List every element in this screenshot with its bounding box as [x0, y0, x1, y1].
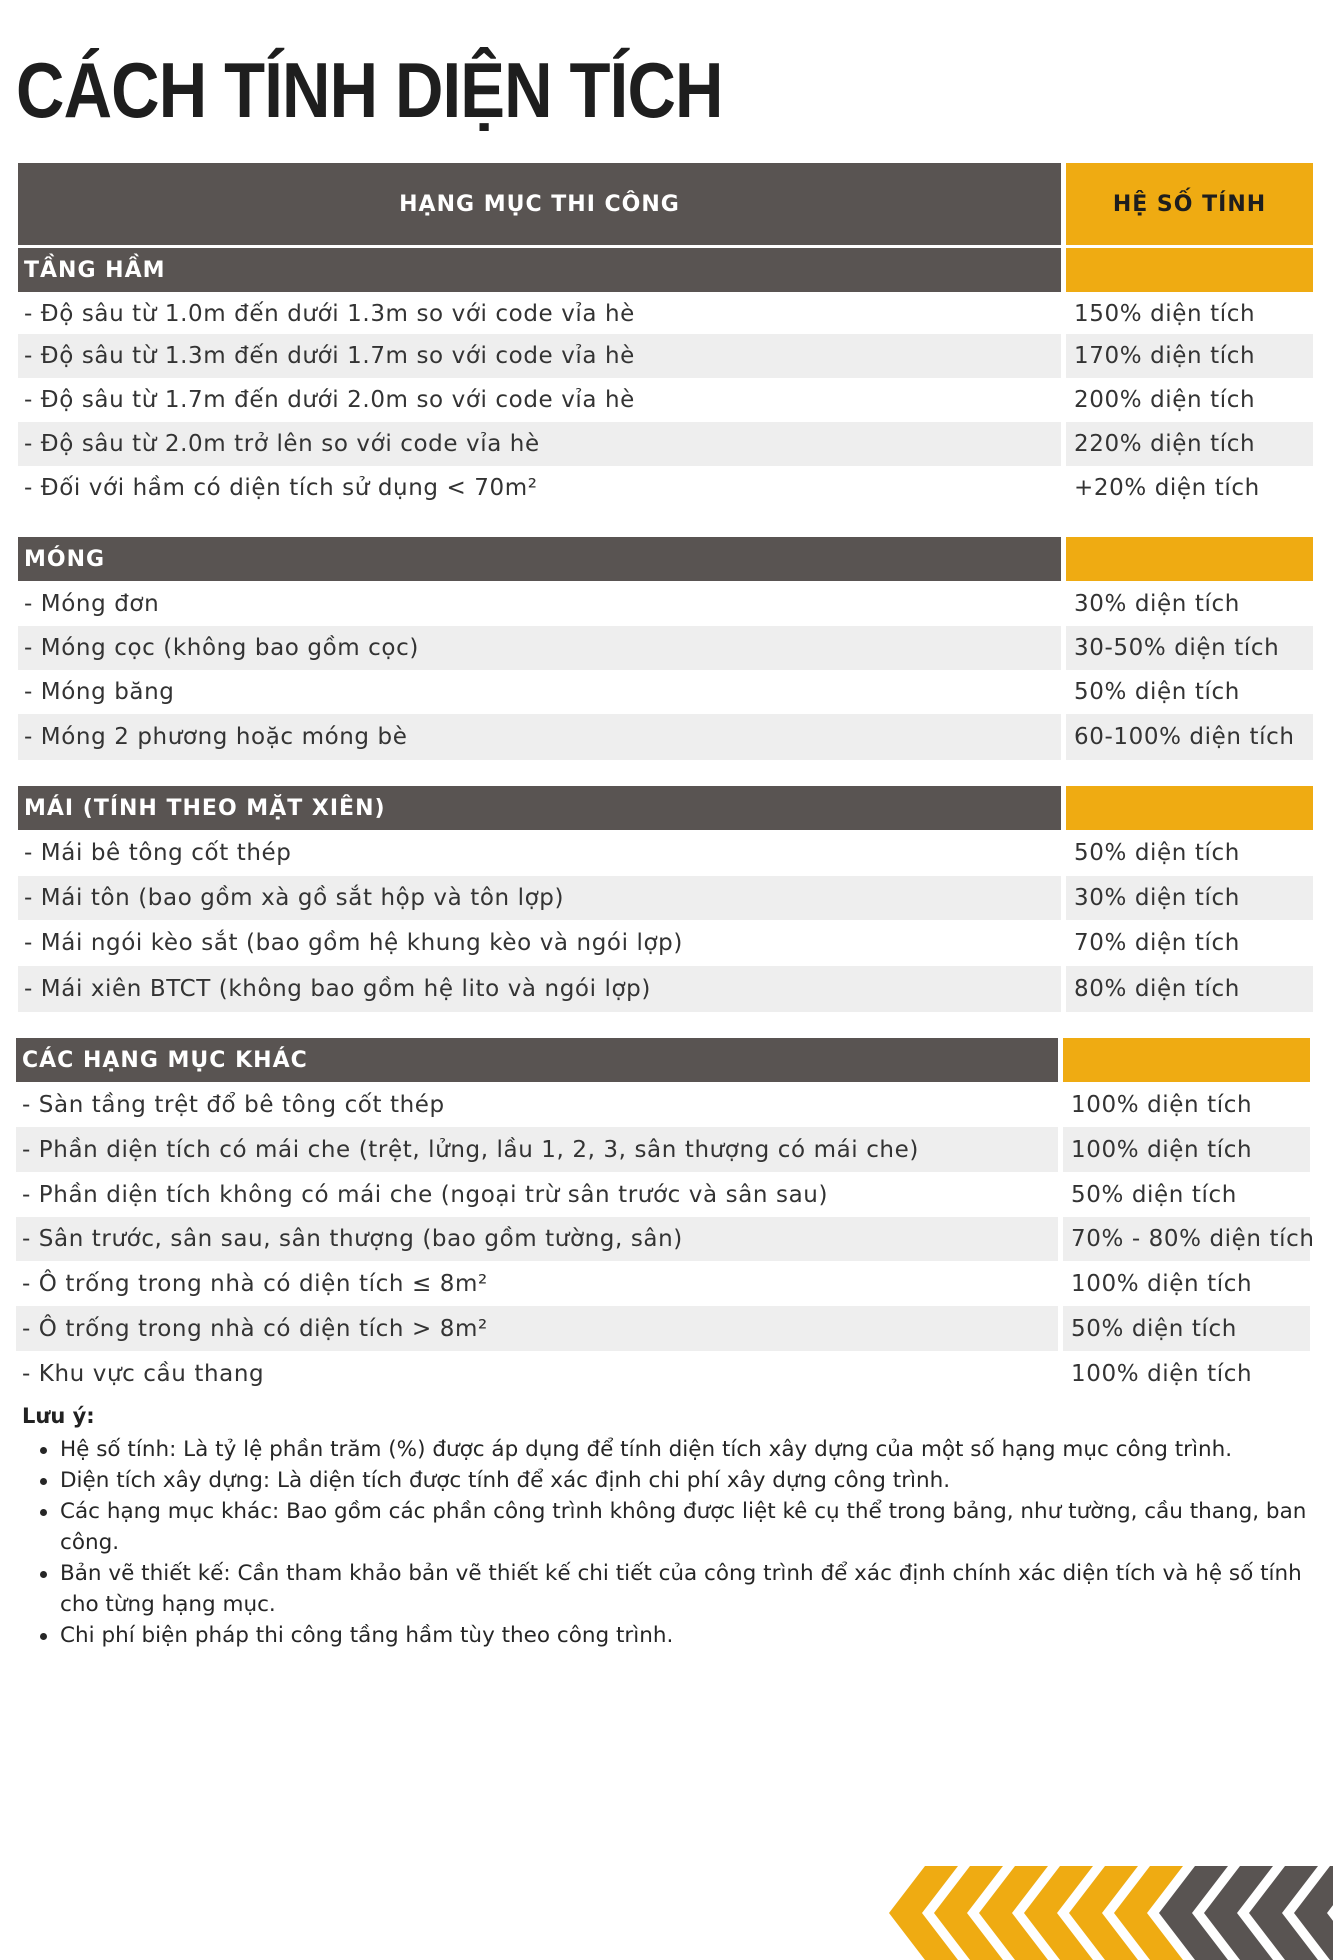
note-item: Bản vẽ thiết kế: Cần tham khảo bản vẽ thiết kế chi tiết của công trình để xác định chính xác diện tích và hệ số tính cho từng hạng mục.: [22, 1558, 1312, 1620]
table-row: [18, 582, 1313, 626]
row-item: - Ô trống trong nhà có diện tích ≤ 8m²: [22, 1270, 488, 1297]
table-row: [18, 670, 1313, 714]
section-header-other: [16, 1038, 1310, 1082]
row-value: 150% diện tích: [1074, 301, 1256, 327]
row-value: 30% diện tích: [1074, 591, 1240, 617]
row-item: - Độ sâu từ 1.0m đến dưới 1.3m so với code vỉa hè: [24, 301, 635, 327]
row-item: - Mái tôn (bao gồm xà gồ sắt hộp và tôn lợp): [24, 885, 565, 911]
row-value: 100% diện tích: [1071, 1270, 1253, 1297]
row-value: 80% diện tích: [1074, 976, 1240, 1002]
row-value: 100% diện tích: [1071, 1136, 1253, 1163]
header-coefficient: HỆ SỐ TÍNH: [1066, 163, 1313, 245]
section-header-roof: [18, 786, 1313, 830]
row-item: - Đối với hầm có diện tích sử dụng < 70m²: [24, 475, 538, 501]
row-item: - Độ sâu từ 2.0m trở lên so với code vỉa hè: [24, 431, 540, 457]
table-row: [18, 626, 1313, 670]
row-item: - Phần diện tích không có mái che (ngoại trừ sân trước và sân sau): [22, 1181, 829, 1208]
table-row: [16, 1351, 1310, 1396]
row-value: 200% diện tích: [1074, 387, 1256, 413]
table-row: [16, 1261, 1310, 1306]
section-title: MÓNG: [24, 546, 106, 572]
table-row: [18, 830, 1313, 876]
row-value: 50% diện tích: [1074, 679, 1240, 705]
section-title: CÁC HẠNG MỤC KHÁC: [22, 1047, 308, 1073]
table-row: [18, 466, 1313, 510]
table-row: [16, 1172, 1310, 1217]
table-row: [16, 1217, 1315, 1261]
table-row: [18, 714, 1313, 760]
section-title: MÁI (TÍNH THEO MẶT XIÊN): [24, 795, 386, 821]
row-item: - Mái bê tông cốt thép: [24, 840, 292, 866]
row-item: - Mái xiên BTCT (không bao gồm hệ lito và ngói lợp): [24, 976, 651, 1002]
table-header: [18, 163, 1313, 245]
notes-section: [22, 1402, 1312, 1651]
notes-list: [22, 1434, 1312, 1651]
row-item: - Móng băng: [24, 679, 175, 705]
row-value: 50% diện tích: [1074, 840, 1240, 866]
row-item: - Móng 2 phương hoặc móng bè: [24, 724, 408, 750]
section-title: TẦNG HẦM: [24, 257, 166, 283]
row-value: 70% - 80% diện tích: [1071, 1226, 1315, 1252]
table-row: [18, 966, 1313, 1012]
row-item: - Ô trống trong nhà có diện tích > 8m²: [22, 1315, 488, 1342]
row-item: - Mái ngói kèo sắt (bao gồm hệ khung kèo và ngói lợp): [24, 930, 683, 956]
row-value: 60-100% diện tích: [1074, 724, 1295, 750]
table-row: [16, 1127, 1310, 1172]
row-value: 220% diện tích: [1074, 431, 1256, 457]
table-row: [18, 334, 1313, 378]
row-value: 100% diện tích: [1071, 1091, 1253, 1118]
row-item: - Phần diện tích có mái che (trệt, lửng, lầu 1, 2, 3, sân thượng có mái che): [22, 1136, 919, 1163]
row-item: - Sân trước, sân sau, sân thượng (bao gồm tường, sân): [22, 1226, 683, 1252]
note-item: Hệ số tính: Là tỷ lệ phần trăm (%) được áp dụng để tính diện tích xây dựng của một số hạng mục công trình.: [22, 1434, 1312, 1465]
row-item: - Móng cọc (không bao gồm cọc): [24, 635, 419, 661]
section-header-basement: [18, 248, 1313, 292]
row-value: +20% diện tích: [1074, 475, 1260, 501]
row-value: 50% diện tích: [1071, 1181, 1237, 1208]
header-category: HẠNG MỤC THI CÔNG: [18, 163, 1061, 245]
row-value: 30-50% diện tích: [1074, 635, 1280, 661]
row-item: - Độ sâu từ 1.7m đến dưới 2.0m so với code vỉa hè: [24, 387, 635, 413]
row-item: - Độ sâu từ 1.3m đến dưới 1.7m so với code vỉa hè: [24, 343, 635, 369]
section-header-foundation: [18, 537, 1313, 581]
row-item: - Sàn tầng trệt đổ bê tông cốt thép: [22, 1091, 445, 1118]
table-row: [16, 1306, 1310, 1351]
row-value: 170% diện tích: [1074, 343, 1256, 369]
table-row: [16, 1082, 1310, 1127]
note-item: Chi phí biện pháp thi công tầng hầm tùy theo công trình.: [22, 1620, 1312, 1651]
chevron-stripes-decoration: [850, 1866, 1333, 1960]
row-value: 100% diện tích: [1071, 1360, 1253, 1387]
row-value: 50% diện tích: [1071, 1315, 1237, 1342]
table-row: [18, 422, 1313, 466]
note-item: Diện tích xây dựng: Là diện tích được tính để xác định chi phí xây dựng công trình.: [22, 1465, 1312, 1496]
row-item: - Khu vực cầu thang: [22, 1360, 265, 1387]
row-item: - Móng đơn: [24, 591, 160, 617]
table-row: [18, 876, 1313, 920]
table-row: [18, 294, 1313, 334]
row-value: 70% diện tích: [1074, 930, 1240, 956]
table-row: [18, 920, 1313, 966]
notes-title: Lưu ý:: [22, 1404, 95, 1428]
page-title: CÁCH TÍNH DIỆN TÍCH: [16, 46, 723, 134]
row-value: 30% diện tích: [1074, 885, 1240, 911]
note-item: Các hạng mục khác: Bao gồm các phần công trình không được liệt kê cụ thể trong bảng, như tường, cầu thang, ban công.: [22, 1496, 1312, 1558]
table-row: [18, 378, 1313, 422]
chevron-icon: [889, 1866, 1333, 1960]
